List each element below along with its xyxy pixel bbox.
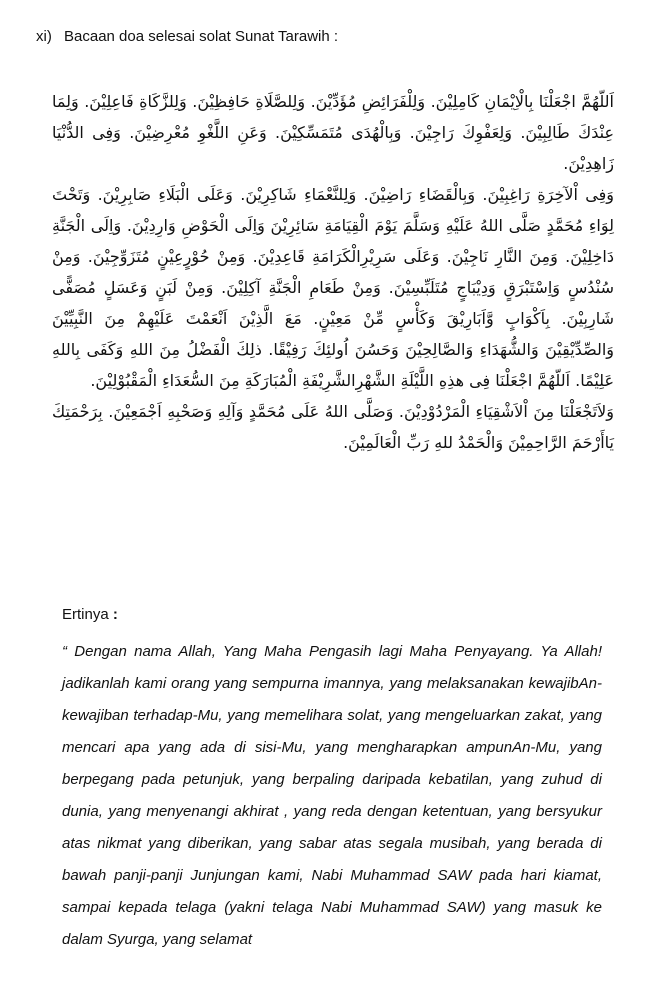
- section-number: xi): [36, 28, 52, 45]
- section-title: Bacaan doa selesai solat Sunat Tarawih :: [64, 28, 339, 45]
- arabic-paragraph: وَلاَتَجْعَلْنَا مِنَ اْلاَشْقِيَاءِ الْمَرْدُوْدِيْنَ. وَصَلَّى اللهُ عَلَى مُحَمَّدٍ وَآلِهِ وَصَحْبِهِ اَجْمَعِيْنَ. بِرَحْمَتِكَ يَاأَرْحَمَ الرَّاحِمِيْنَ وَالْحَمْدُ للهِ رَبِّ الْعَالَمِيْنَ.: [52, 402, 614, 452]
- section-heading: [36, 28, 338, 45]
- arabic-prayer-text: [52, 86, 614, 458]
- arabic-paragraph: اَللّهُمَّ اجْعَلْنَا بِالْاِيْمَانِ كَامِلِيْنَ. وَلِلْفَرَائِضِ مُؤَدِّيْنَ. وَلِلصَّلَاةِ حَافِظِيْنَ. وَلِلزَّكَاةِ فَاعِلِيْنَ. وَلِمَا عِنْدَكَ طَالِبِيْنَ. وَلِعَفْوِكَ رَاجِيْنَ. وَبِالْهُدَى مُتَمَسِّكِيْنَ. وَعَنِ اللَّغْوِ مُعْرِضِيْنَ. وَفِى الدُّنْيَا زَاهِدِيْنَ.: [52, 92, 614, 173]
- translation-text: “ Dengan nama Allah, Yang Maha Pengasih lagi Maha Penyayang. Ya Allah! jadikanlah kami orang yang sempurna imannya, yang melaksanakan kewajibAn-kewajiban terhadap-Mu, yang memelihara solat, yang mengeluarkan zakat, yang mencari apa yang ada di sisi-Mu, yang mengharapkan ampunAn-Mu, yang berpegang pada petunjuk, yang berpaling daripada kebatilan, yang zuhud di dunia, yang menyenangi akhirat , yang reda dengan ketentuan, yang bersyukur atas nikmat yang diberikan, yang sabar atas segala musibah, yang berada di bawah panji-panji Junjungan kami, Nabi Muhammad SAW pada hari kiamat, sampai kepada telaga (yakni telaga Nabi Muhammad SAW) yang masuk ke dalam Syurga, yang selamat: [62, 643, 602, 948]
- arabic-paragraph: وَفِى اْلآخِرَةِ رَاغِبِيْنَ. وَبِالْقَضَاءِ رَاضِيْنَ. وَلِلنَّعْمَاءِ شَاكِرِيْنَ. وَعَلَى الْبَلَاءِ صَابِرِيْنَ. وَتَحْتَ لِوَاءِ مُحَمَّدٍ صَلَّى اللهُ عَلَيْهِ وَسَلَّمَ يَوْمَ الْقِيَامَةِ سَائِرِيْنَ وَاِلَى الْحَوْضِ وَارِدِيْنَ. وَاِلَى الْجَنَّةِ دَاخِلِيْنَ. وَمِنَ النَّارِ نَاجِيْنَ. وَعَلَى سَرِيْرِالْكَرَامَةِ قَاعِدِيْنَ. وَمِنْ حُوْرٍعِيْنٍ مُتَزَوِّجِيْنَ. وَمِنْ سُنْدُسٍ وَاِسْتَبْرَقٍ وَدِيْبَاجٍ مُتَلَبِّسِيْنَ. وَمِنْ طَعَامِ الْجَنَّةِ آكِلِيْنَ. وَمِنْ لَبَنٍ وَعَسَلٍ مُصَفًّى شَارِبِيْنَ. بِاَكْوَابٍ وَّاَبَارِيْقَ وَكَأْسٍ مِّنْ مَعِيْنٍ. مَعَ الَّذِيْنَ اَنْعَمْتَ عَلَيْهِمْ مِنَ النَّبِيِّيْنَ وَالصِّدِّيْقِيْنَ وَالشُّهَدَاءِ وَالصَّالِحِيْنَ وَحَسُنَ اُولئِكَ رَفِيْقًا. ذلِكَ الْفَضْلُ مِنَ اللهِ وَكَفَى بِاللهِ عَلِيْمًا. اَللّهُمَّ اجْعَلْنَا فِى هذِهِ اللَّيْلَةِ الشَّهْرِالشَّرِيْفَةِ الْمُبَارَكَةِ مِنَ السُّعَدَاءِ الْمَقْبُوْلِيْنَ.: [52, 185, 614, 390]
- translation-label-colon: :: [108, 606, 118, 623]
- translation-label-text: Ertinya: [62, 606, 109, 623]
- translation-label: [62, 606, 118, 623]
